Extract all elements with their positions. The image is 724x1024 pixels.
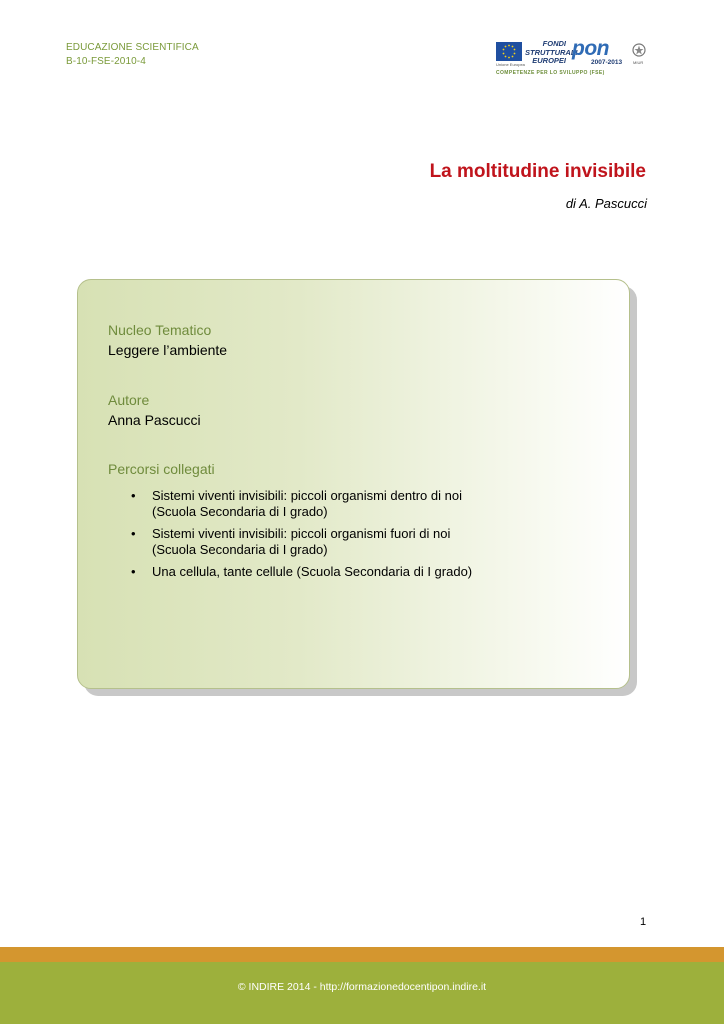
- pon-logo-text: pon: [572, 37, 609, 60]
- page-number: 1: [640, 916, 647, 928]
- eu-flag-icon: [496, 42, 522, 61]
- fondi-line3: EUROPEI: [532, 56, 566, 65]
- fondi-line2: STRUTTURALI: [525, 47, 578, 57]
- percorso-line: Sistemi viventi invisibili: piccoli organismi fuori di noi: [152, 526, 451, 541]
- autore-value: Anna Pascucci: [108, 412, 201, 428]
- info-card: [77, 279, 630, 689]
- italian-emblem-icon: [632, 42, 646, 58]
- percorsi-collegati-label: Percorsi collegati: [108, 461, 215, 477]
- percorso-line: Una cellula, tante cellule (Scuola Secondaria di I grado): [152, 564, 473, 579]
- competenze-tagline: COMPETENZE PER LO SVILUPPO (FSE): [496, 70, 605, 76]
- percorso-line: (Scuola Secondaria di I grado): [152, 504, 328, 519]
- percorsi-list: [127, 488, 507, 586]
- eu-caption: Unione Europea: [496, 62, 525, 67]
- nucleo-tematico-value: Leggere l’ambiente: [108, 342, 228, 358]
- document-author: di A. Pascucci: [565, 196, 647, 211]
- emblem-caption: MIUR: [633, 60, 644, 65]
- list-item: [127, 526, 507, 558]
- fondi-line1: FONDI: [542, 39, 566, 48]
- autore-label: Autore: [108, 392, 150, 408]
- footer-green-band: [0, 962, 724, 1024]
- footer-orange-band: [0, 947, 724, 962]
- bullet-icon: •: [131, 488, 136, 503]
- header-series: EDUCAZIONE SCIENTIFICA: [66, 42, 199, 53]
- bullet-icon: •: [131, 526, 136, 541]
- list-item: [127, 564, 507, 580]
- pon-logo-block: [494, 37, 650, 82]
- percorso-line: Sistemi viventi invisibili: piccoli organismi dentro di noi: [152, 488, 462, 503]
- pon-years: 2007-2013: [591, 59, 623, 66]
- footer-copyright: © INDIRE 2014 - http://formazionedocentipon.indire.it: [237, 981, 487, 993]
- header-code: B-10-FSE-2010-4: [66, 56, 146, 67]
- list-item: [127, 488, 507, 520]
- percorso-line: (Scuola Secondaria di I grado): [152, 542, 328, 557]
- document-title: La moltitudine invisibile: [429, 161, 646, 182]
- bullet-icon: •: [131, 564, 136, 579]
- fondi-strutturali-logo: [525, 39, 578, 66]
- nucleo-tematico-label: Nucleo Tematico: [108, 322, 212, 338]
